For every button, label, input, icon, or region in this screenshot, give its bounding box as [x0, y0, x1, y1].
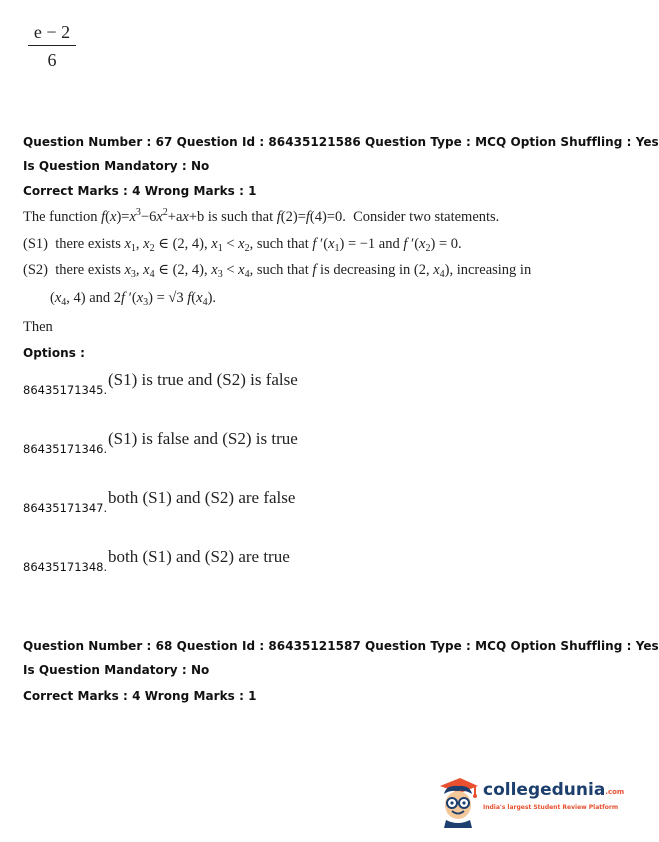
q67-statement-s2: (S2) there exists $x_3$, $x_4$ ∈ (2, 4), $x_3 < x_4$, such that f is decreasing in (2, $x_4$), increasing in [23, 262, 532, 280]
q68-meta-line1: Question Number : 68 Question Id : 86435121587 Question Type : MCQ Option Shuffling : Yes [23, 639, 659, 653]
option-id: 86435171348. [23, 560, 108, 574]
q67-meta-line3: Correct Marks : 4 Wrong Marks : 1 [23, 184, 257, 198]
q67-meta-line2: Is Question Mandatory : No [23, 159, 210, 173]
option-text: (S1) is false and (S2) is true [108, 429, 298, 448]
logo-tld: .com [605, 788, 625, 796]
q67-meta-line1: Question Number : 67 Question Id : 86435121586 Question Type : MCQ Option Shuffling : Yes [23, 135, 659, 149]
option-text: both (S1) and (S2) are true [108, 547, 290, 566]
q67-then: Then [23, 319, 53, 335]
options-label: Options : [23, 346, 85, 360]
option-text: both (S1) and (S2) are false [108, 488, 296, 507]
q68-meta-line3: Correct Marks : 4 Wrong Marks : 1 [23, 689, 257, 703]
q67-statement-s2-cont: ($x_4$, 4) and 2f $'(x_3) = √3$ $f(x_4)$. [50, 290, 217, 308]
logo-tagline: India's largest Student Review Platform [483, 804, 619, 811]
fraction-numerator: e − 2 [33, 22, 71, 42]
option-id: 86435171346. [23, 442, 108, 456]
option-text: (S1) is true and (S2) is false [108, 370, 298, 389]
logo-wordmark [483, 780, 624, 800]
fraction-answer [28, 20, 76, 71]
q68-meta-line2: Is Question Mandatory : No [23, 663, 210, 677]
q67-statement-s1: (S1) there exists $x_1$, $x_2$ ∈ (2, 4), $x_1 < x_2$, such that f $'(x_1) = -1$ and f $'(x_2) = 0$. [23, 236, 462, 254]
logo-name: collegedunia [483, 780, 606, 800]
q67-statement-line1: The function $f(x)=x^3-6x^2+ax+b$ is such that f(2)=f(4)=0. Consider two statements. [23, 207, 500, 225]
mascot-icon [436, 776, 480, 828]
option-id: 86435171347. [23, 501, 108, 515]
fraction-denominator: 6 [47, 50, 57, 70]
option-id: 86435171345. [23, 383, 108, 397]
fraction-bar [28, 45, 76, 46]
collegedunia-logo [436, 776, 625, 828]
